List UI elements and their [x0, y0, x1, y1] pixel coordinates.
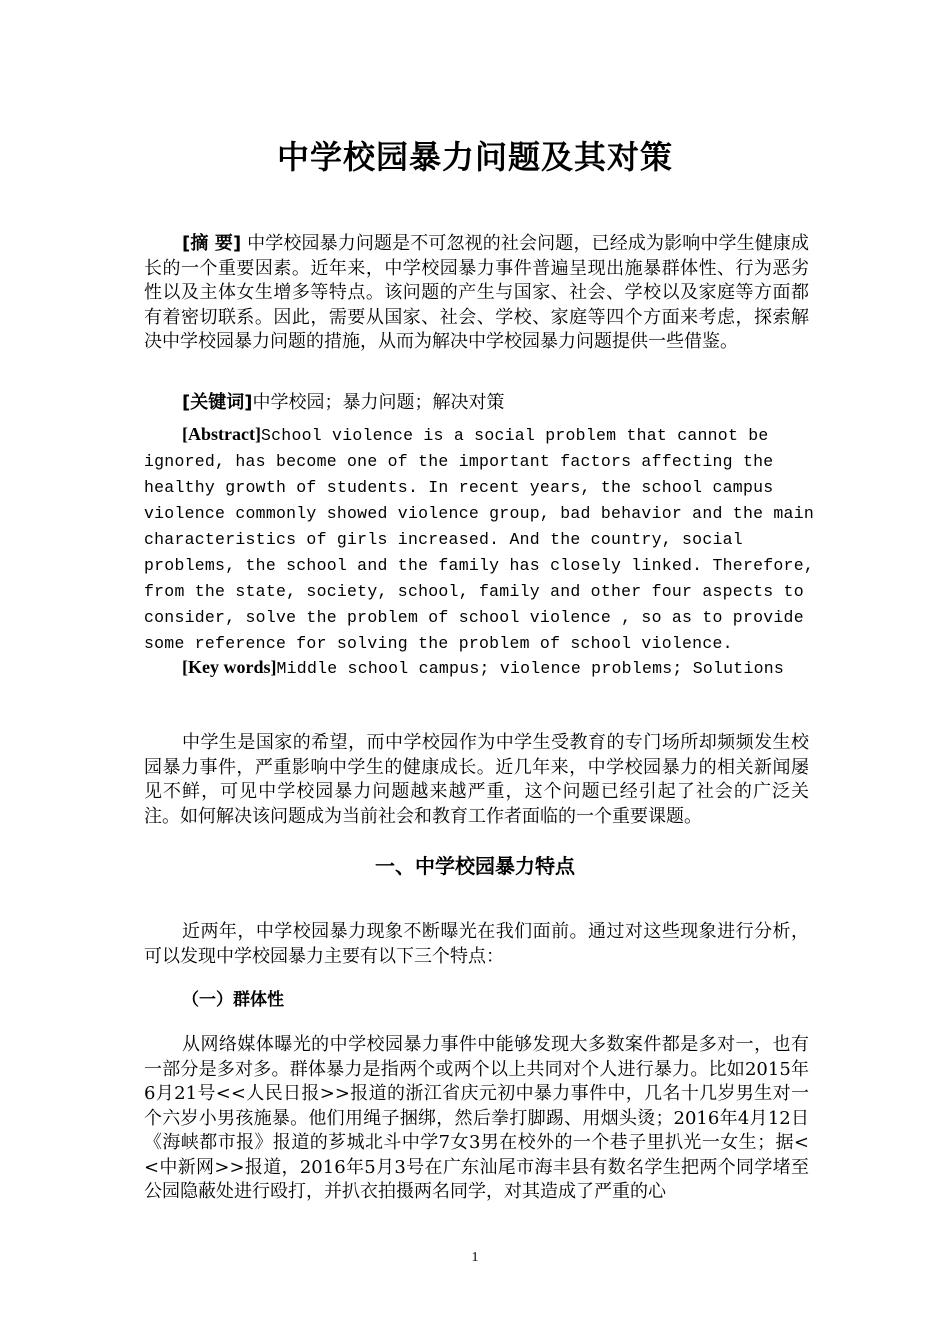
abstract-en-label: [Abstract]: [182, 424, 261, 444]
keywords-cn-text: 中学校园；暴力问题；解决对策: [252, 392, 505, 413]
keywords-en-label: [Key words]: [182, 657, 277, 677]
section-heading: 一、中学校园暴力特点: [375, 854, 575, 878]
intro-paragraph: 中学生是国家的希望，而中学校园作为中学生受教育的专门场所却频频发生校园暴力事件，严重影响中学生的健康成长。近几年来，中学校园暴力的相关新闻屡见不鲜，可见中学校园暴力问题越来越严重，这个问题已经引起了社会的广泛关注。如何解决该问题成为当前社会和教育工作者面临的一个重要课题。: [144, 732, 809, 827]
abstract-en-text: School violence is a social problem that cannot be ignored, has become one of the important factors affecting the healthy growth of students. In recent years, the school campus violence commonly showed violence group, bad behavior and the main characteristics of girls increased. And the country, social problems, the school and the family has closely linked. Therefore, from the state, society, school, family and other four aspects to consider, solve the problem of school violence , so as to provide some reference for solving the problem of school violence.: [144, 426, 815, 653]
abstract-cn-text: 中学校园暴力问题是不可忽视的社会问题，已经成为影响中学生健康成长的一个重要因素。近年来，中学校园暴力事件普遍呈现出施暴群体性、行为恶劣性以及主体女生增多等特点。该问题的产生与国家、社会、学校以及家庭等方面都有着密切联系。因此，需要从国家、社会、学校、家庭等四个方面来考虑，探索解决中学校园暴力问题的措施，从而为解决中学校园暴力问题提供一些借鉴。: [144, 233, 809, 352]
abstract-cn-label: [摘 要]: [182, 233, 242, 254]
subsection-paragraph: 从网络媒体曝光的中学校园暴力事件中能够发现大多数案件都是多对一，也有一部分是多对多。群体暴力是指两个或两个以上共同对个人进行暴力。比如2015年6月21号<<人民日报>>报道的浙江省庆元初中暴力事件中，几名十几岁男生对一个六岁小男孩施暴。他们用绳子捆绑，然后拳打脚踢、用烟头烫；2016年4月12日《海峡都市报》报道的芗城北斗中学7女3男在校外的一个巷子里扒光一女生；据<<中新网>>报道，2016年5月3号在广东汕尾市海丰县有数名学生把两个同学堵至公园隐蔽处进行殴打，并扒衣拍摄两名同学，对其造成了严重的心: [144, 1034, 809, 1202]
document-title: 中学校园暴力问题及其对策: [276, 138, 673, 176]
abstract-en: [144, 422, 814, 656]
abstract-cn: [144, 232, 809, 355]
keywords-cn-label: [关键词]: [182, 392, 253, 413]
subsection-heading: （一）群体性: [182, 990, 284, 1010]
keywords-en: [144, 655, 814, 681]
page-number: 1: [471, 1250, 479, 1265]
section-intro-paragraph: 近两年，中学校园暴力现象不断曝光在我们面前。通过对这些现象进行分析，可以发现中学校园暴力主要有以下三个特点：: [144, 921, 809, 967]
keywords-en-text: Middle school campus; violence problems; Solutions: [276, 659, 785, 678]
keywords-cn: [144, 391, 809, 416]
